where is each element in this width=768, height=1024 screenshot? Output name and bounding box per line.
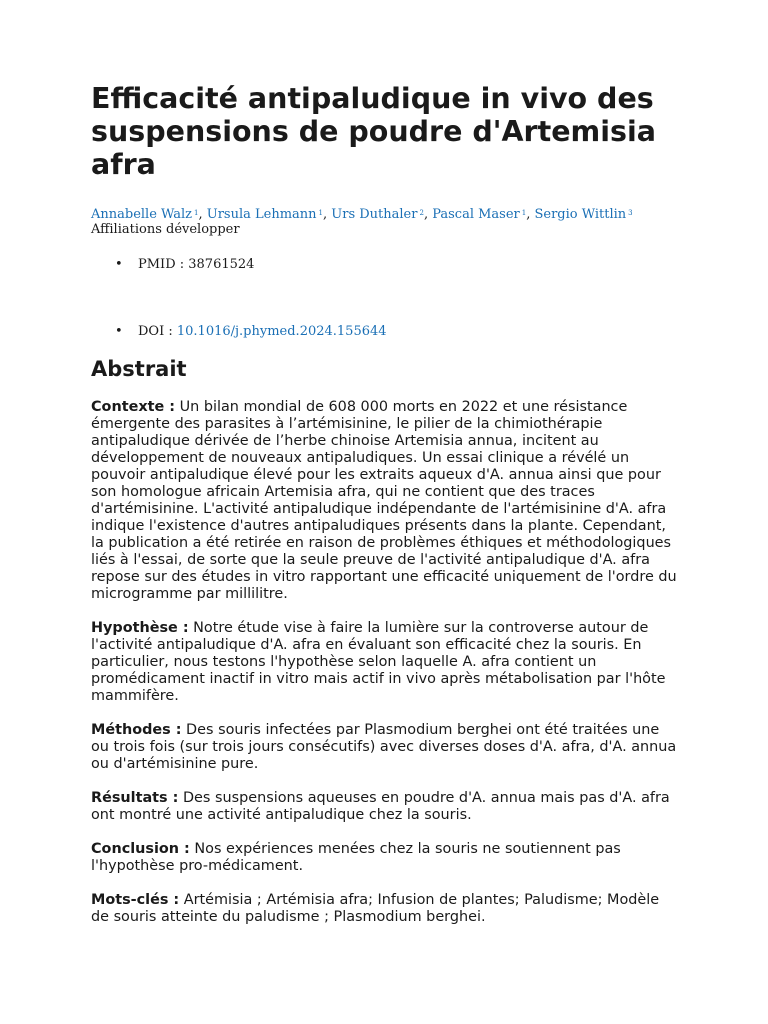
section-text: Nos expériences menées chez la souris ne soutiennent pas l'hypothèse pro-médicament.	[91, 841, 621, 874]
section-label: Résultats :	[91, 790, 179, 806]
keywords-paragraph	[91, 892, 681, 926]
bullet-icon: •	[115, 257, 123, 272]
affiliation-marker[interactable]: 1	[194, 209, 199, 217]
section-text: Un bilan mondial de 608 000 morts en 2022 et une résistance émergente des parasites à l’artémisinine, le pilier de la chimiothérapie antipaludique dérivée de l’herbe chinoise Artemisia annua, incitent au développement de nouveaux antipaludiques. Un essai clinique a révélé un pouvoir antipaludique élevé pour les extraits aqueux d'A. annua ainsi que pour son homologue africain Artemisia afra, qui ne contient que des traces d'artémisinine. L'activité antipaludique indépendante de l'artémisinine d'A. afra indique l'existence d'autres antipaludiques présents dans la plante. Cependant, la publication a été retirée en raison de problèmes éthiques et méthodologiques liés à l'essai, de sorte que la seule preuve de l'activité antipaludique d'A. afra repose sur des études in vitro rapportant une efficacité uniquement de l'ordre du microgramme par millilitre.	[91, 399, 677, 602]
author-link[interactable]: Pascal Maser	[432, 207, 520, 222]
pmid-label: PMID :	[138, 257, 189, 272]
author-link[interactable]: Sergio Wittlin	[534, 207, 627, 222]
author-link[interactable]: Urs Duthaler	[331, 207, 418, 222]
affiliation-marker[interactable]: 1	[318, 209, 324, 217]
affiliation-marker[interactable]: 1	[521, 209, 527, 217]
pmid-value: 38761524	[188, 257, 255, 272]
abstract-hypothesis-paragraph	[91, 620, 681, 705]
section-text: Artémisia ; Artémisia afra; Infusion de plantes; Paludisme; Modèle de souris atteinte du paludisme ; Plasmodium berghei.	[91, 892, 660, 925]
section-text: Notre étude vise à faire la lumière sur la controverse autour de l'activité antipaludique d'A. afra en évaluant son efficacité chez la souris. En particulier, nous testons l'hypothèse selon laquelle A. afra contient un promédicament inactif in vitro mais actif in vivo après métabolisation par l'hôte mammifère.	[91, 620, 666, 704]
author-link[interactable]: Ursula Lehmann	[206, 207, 317, 222]
author-list: Annabelle Walz $^1$, Ursula Lehmann $^1$, Urs Duthaler $^2$, Pascal Maser $^1$, Sergio Wittlin $^3$	[91, 207, 633, 222]
section-label: Hypothèse :	[91, 620, 189, 636]
doi-label: DOI :	[138, 324, 177, 339]
section-label: Méthodes :	[91, 722, 182, 738]
abstract-conclusion-paragraph	[91, 841, 681, 875]
affiliation-marker[interactable]: 3	[628, 209, 633, 217]
section-label: Conclusion :	[91, 841, 190, 857]
abstract-body	[91, 399, 681, 943]
abstract-results-paragraph	[91, 790, 681, 824]
abstract-context-paragraph	[91, 399, 681, 603]
abstract-methods-paragraph	[91, 722, 681, 773]
affiliation-marker[interactable]: 2	[419, 209, 424, 217]
section-label: Mots-clés :	[91, 892, 180, 908]
bullet-icon: •	[115, 324, 123, 339]
affiliations-expand-toggle[interactable]: Affiliations développer	[91, 222, 240, 237]
doi-link[interactable]: 10.1016/j.phymed.2024.155644	[176, 324, 387, 339]
section-text: Des souris infectées par Plasmodium berghei ont été traitées une ou trois fois (sur trois jours consécutifs) avec diverses doses d'A. afra, d'A. annua ou d'artémisinine pure.	[91, 722, 677, 772]
abstract-heading: Abstrait	[91, 357, 187, 381]
author-link[interactable]: Annabelle Walz	[91, 207, 193, 222]
section-text: Des suspensions aqueuses en poudre d'A. annua mais pas d'A. afra ont montré une activité antipaludique chez la souris.	[91, 790, 670, 823]
section-label: Contexte :	[91, 399, 176, 415]
article-title: Efficacité antipaludique in vivo des suspensions de poudre d'Artemisia afra	[91, 82, 656, 181]
